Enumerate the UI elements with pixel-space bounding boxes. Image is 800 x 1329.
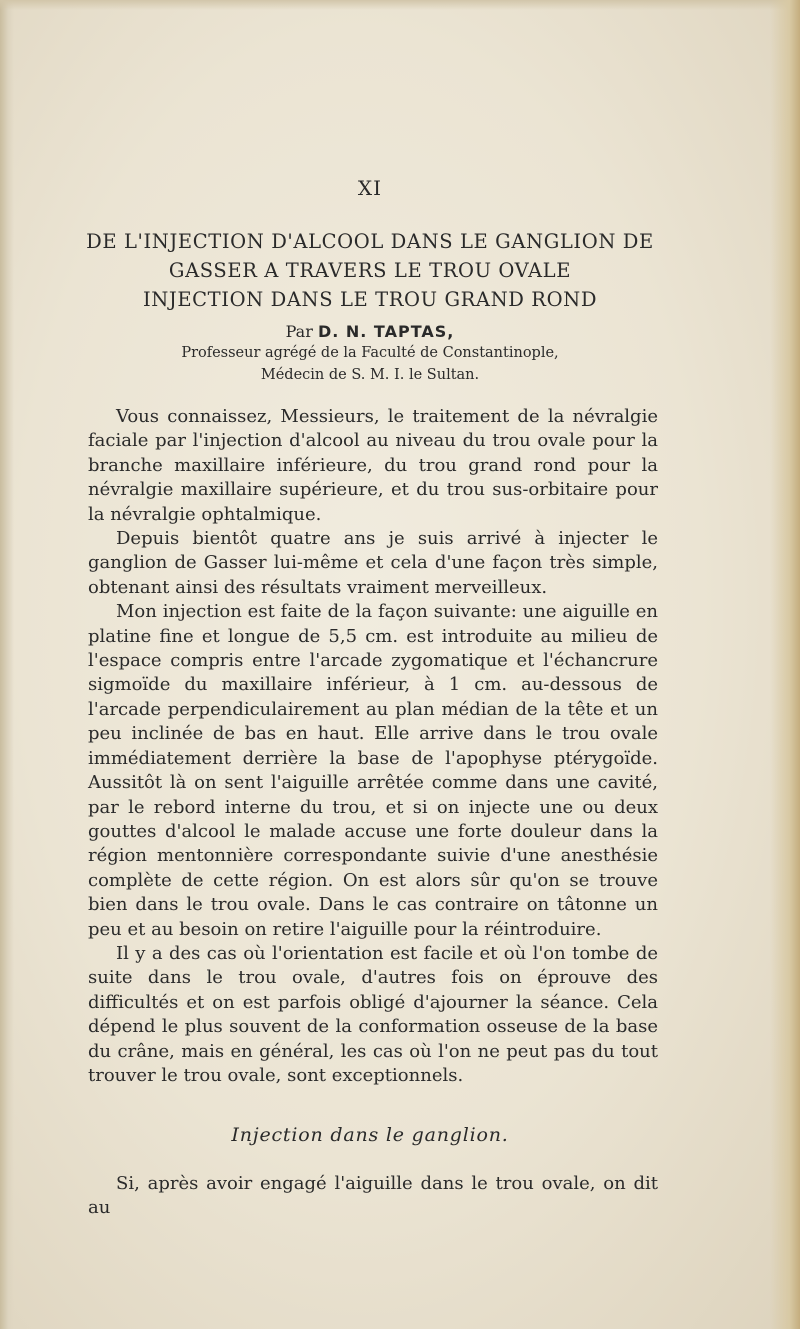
article-body (88, 405, 658, 1088)
paragraph: Mon injection est faite de la façon suivante: une aiguille en platine fine et longue de 5,5 cm. est introduite au milieu de l'espace compris entre l'arcade zygomatique et l'échancrure sigmoïde du maxillaire inférieur, à 1 cm. au-dessous de l'arcade perpendiculairement au plan médian de la tête et un peu inclinée de bas en haut. Elle arrive dans le trou ovale immédiatement derrière la base de l'apophyse ptérygoïde. Aussitôt là on sent l'aiguille arrêtée comme dans une cavité, par le rebord interne du trou, et si on injecte une ou deux gouttes d'alcool le malade accuse une forte douleur dans la région mentonnière correspondante suivie d'une anesthésie complète de cette région. On est alors sûr qu'on se trouve bien dans le trou ovale. Dans le cas contraire on tâtonne un peu et au besoin on retire l'aiguille pour la réintroduire. (88, 601, 658, 940)
article-title (50, 227, 690, 314)
paragraph: Depuis bientôt quatre ans je suis arrivé à injecter le ganglion de Gasser lui-même et cela d'une façon très simple, obtenant ainsi des résultats vraiment merveilleux. (88, 528, 658, 598)
section-body (88, 1172, 658, 1220)
byline (0, 322, 740, 341)
title-line-1: DE L'INJECTION D'ALCOOL DANS LE GANGLION DE (86, 230, 654, 253)
title-line-3: INJECTION DANS LE TROU GRAND ROND (142, 288, 598, 311)
chapter-number: XI (357, 176, 383, 200)
author-name: D. N. TAPTAS, (317, 322, 455, 341)
title-line-2: GASSER A TRAVERS LE TROU OVALE (168, 259, 572, 282)
paragraph: Vous connaissez, Messieurs, le traitement de la névralgie faciale par l'injection d'alcool au niveau du trou ovale pour la branche maxillaire inférieure, du trou grand rond pour la névralgie maxillaire supérieure, et du trou sus-orbitaire pour la névralgie ophtalmique. (88, 406, 658, 525)
paragraph: Il y a des cas où l'orientation est facile et où l'on tombe de suite dans le trou ovale, d'autres fois on éprouve des difficultés et on est parfois obligé d'ajourner la séance. Cela dépend le plus souvent de la conformation osseuse de la base du crâne, mais en général, les cas où l'on ne peut pas du tout trouver le trou ovale, sont exceptionnels. (88, 942, 658, 1086)
page-top-shadow (0, 0, 800, 10)
page-edge-discoloration (770, 0, 800, 1329)
author-affiliation: Médecin de S. M. I. le Sultan. (260, 367, 480, 383)
byline-prefix: Par (285, 322, 313, 341)
section-heading: Injection dans le ganglion. (231, 1124, 509, 1146)
paragraph: Si, après avoir engagé l'aiguille dans le trou ovale, on dit au (88, 1173, 658, 1218)
author-affiliation: Professeur agrégé de la Faculté de Constantinople, (181, 345, 559, 361)
